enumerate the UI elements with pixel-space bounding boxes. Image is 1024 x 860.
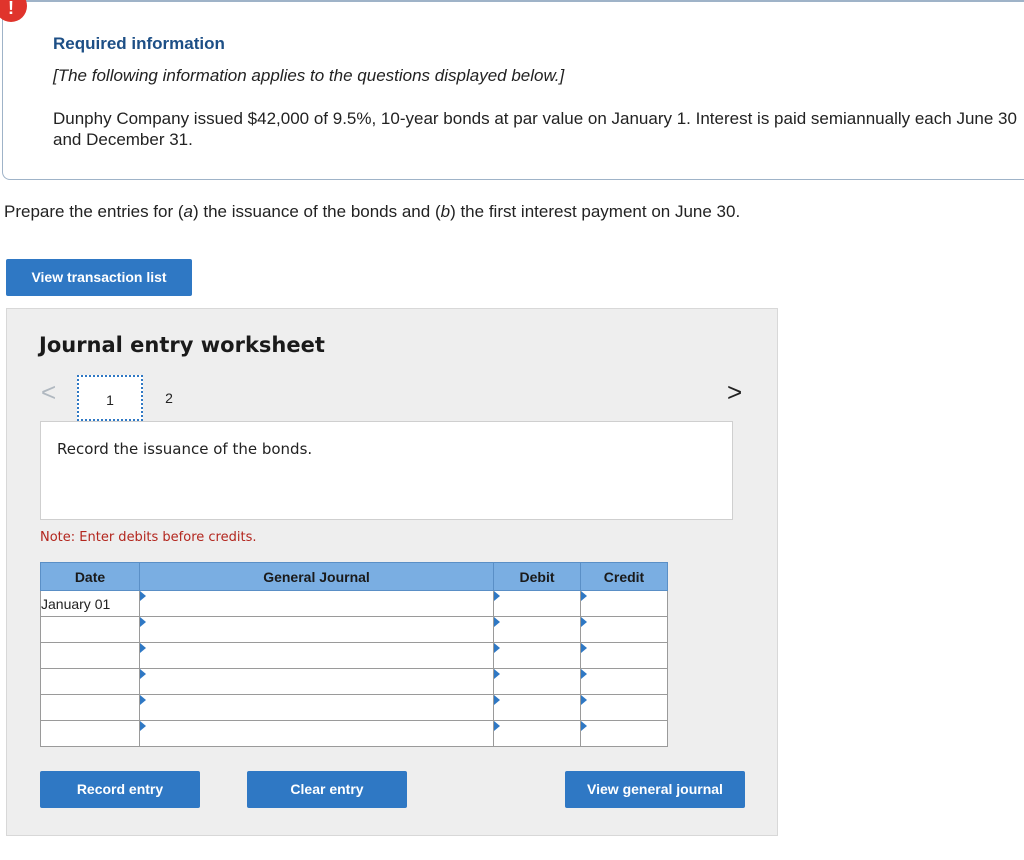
dropdown-marker-icon: [494, 591, 500, 601]
question-prompt: [4, 202, 740, 222]
dropdown-marker-icon: [581, 617, 587, 627]
date-header: Date: [41, 563, 140, 591]
prompt-text-3: ) the first interest payment on June 30.: [450, 202, 741, 221]
credit-input[interactable]: [581, 669, 668, 695]
dropdown-marker-icon: [494, 721, 500, 731]
journal-row: [41, 617, 668, 643]
dropdown-marker-icon: [494, 669, 500, 679]
account-input[interactable]: [140, 721, 494, 747]
problem-statement: Dunphy Company issued $42,000 of 9.5%, 10-year bonds at par value on January 1. Interest is paid semiannually each June 30 and December 31.: [53, 109, 1017, 149]
debit-input[interactable]: [494, 643, 581, 669]
debit-header: Debit: [494, 563, 581, 591]
date-cell[interactable]: January 01: [41, 591, 140, 617]
view-general-journal-button[interactable]: View general journal: [565, 771, 745, 808]
debit-credit-note: Note: Enter debits before credits.: [40, 530, 257, 545]
dropdown-marker-icon: [581, 643, 587, 653]
worksheet-page-2-tab[interactable]: 2: [165, 390, 173, 406]
debit-input[interactable]: [494, 617, 581, 643]
journal-table: [40, 562, 668, 747]
dropdown-marker-icon: [140, 721, 146, 731]
dropdown-marker-icon: [140, 669, 146, 679]
credit-input[interactable]: [581, 721, 668, 747]
view-transaction-list-button[interactable]: View transaction list: [6, 259, 192, 296]
debit-input[interactable]: [494, 669, 581, 695]
credit-input[interactable]: [581, 617, 668, 643]
credit-input[interactable]: [581, 695, 668, 721]
date-cell[interactable]: [41, 721, 140, 747]
dropdown-marker-icon: [140, 591, 146, 601]
dropdown-marker-icon: [494, 695, 500, 705]
dropdown-marker-icon: [494, 617, 500, 627]
journal-entry-worksheet: [6, 308, 778, 836]
dropdown-marker-icon: [581, 721, 587, 731]
credit-input[interactable]: [581, 643, 668, 669]
journal-row: [41, 669, 668, 695]
journal-row: [41, 695, 668, 721]
debit-input[interactable]: [494, 695, 581, 721]
dropdown-marker-icon: [140, 617, 146, 627]
worksheet-title: Journal entry worksheet: [39, 333, 325, 357]
date-cell[interactable]: [41, 669, 140, 695]
journal-row: [41, 591, 668, 617]
debit-input[interactable]: [494, 721, 581, 747]
prompt-part-a: a: [183, 202, 193, 221]
required-information-title: Required information: [53, 34, 225, 53]
clear-entry-button[interactable]: Clear entry: [247, 771, 407, 808]
worksheet-page-1-tab[interactable]: 1: [77, 375, 143, 421]
prompt-text-2: ) the issuance of the bonds and (: [193, 202, 441, 221]
account-input[interactable]: [140, 695, 494, 721]
journal-row: [41, 643, 668, 669]
chevron-left-icon[interactable]: <: [41, 377, 57, 407]
credit-input[interactable]: [581, 591, 668, 617]
dropdown-marker-icon: [581, 591, 587, 601]
record-entry-button[interactable]: Record entry: [40, 771, 200, 808]
date-cell[interactable]: [41, 695, 140, 721]
debit-input[interactable]: [494, 591, 581, 617]
prompt-part-b: b: [440, 202, 451, 221]
account-input[interactable]: [140, 617, 494, 643]
dropdown-marker-icon: [140, 695, 146, 705]
dropdown-marker-icon: [581, 695, 587, 705]
applies-note: [The following information applies to the questions displayed below.]: [53, 66, 565, 85]
account-input[interactable]: [140, 669, 494, 695]
date-cell[interactable]: [41, 643, 140, 669]
journal-row: [41, 721, 668, 747]
prompt-text-1: Prepare the entries for (: [4, 202, 184, 221]
journal-header-row: [41, 563, 668, 591]
date-cell[interactable]: [41, 617, 140, 643]
dropdown-marker-icon: [581, 669, 587, 679]
alert-icon: !: [0, 0, 27, 22]
instruction-box: [40, 421, 733, 520]
dropdown-marker-icon: [140, 643, 146, 653]
dropdown-marker-icon: [494, 643, 500, 653]
general-journal-header: General Journal: [140, 563, 494, 591]
chevron-right-icon[interactable]: >: [727, 377, 743, 407]
account-input[interactable]: [140, 643, 494, 669]
instruction-text: Record the issuance of the bonds.: [57, 440, 313, 458]
required-information-panel: [2, 0, 1024, 180]
credit-header: Credit: [581, 563, 668, 591]
account-input[interactable]: [140, 591, 494, 617]
